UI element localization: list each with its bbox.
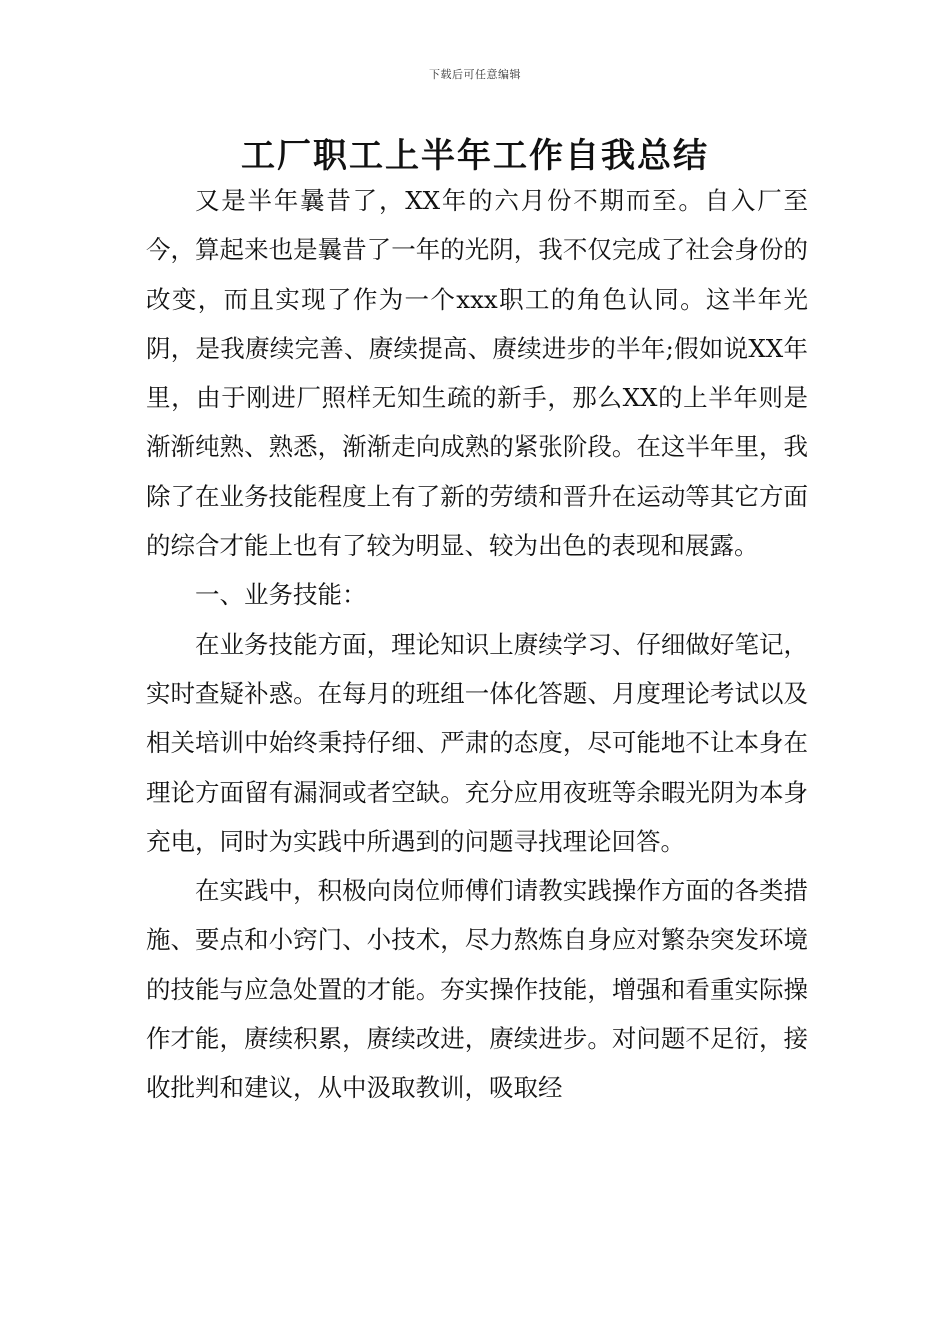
- paragraph-practice: 在实践中，积极向岗位师傅们请教实践操作方面的各类措施、要点和小窍门、小技术，尽力熬炼自身应对繁杂突发环境的技能与应急处置的才能。夯实操作技能，增强和看重实际操作才能，赓续积累，赓续改进，赓续进步。对问题不足衍，接收批判和建议，从中汲取教训，吸取经: [146, 876, 808, 1103]
- document-body: [146, 176, 808, 1113]
- paragraph-theory: 在业务技能方面，理论知识上赓续学习、仔细做好笔记，实时查疑补惑。在每月的班组一体化答题、月度理论考试以及相关培训中始终秉持仔细、严肃的态度，尽可能地不让本身在理论方面留有漏洞或者空缺。充分应用夜班等余暇光阴为本身充电，同时为实践中所遇到的问题寻找理论回答。: [146, 629, 808, 856]
- header-note: 下载后可任意编辑: [429, 68, 521, 81]
- section-heading-business-skills: 一、业务技能：: [195, 580, 367, 610]
- document-title: 工厂职工上半年工作自我总结: [241, 136, 709, 176]
- paragraph-intro: 又是半年曩昔了，XX年的六月份不期而至。自入厂至今，算起来也是曩昔了一年的光阴，我不仅完成了社会身份的改变，而且实现了作为一个xxx职工的角色认同。这半年光阴，是我赓续完善、赓续提高、赓续进步的半年;假如说XX年里，由于刚进厂照样无知生疏的新手，那么XX的上半年则是渐渐纯熟、熟悉，渐渐走向成熟的紧张阶段。在这半年里，我除了在业务技能程度上有了新的劳绩和晋升在运动等其它方面的综合才能上也有了较为明显、较为出色的表现和展露。: [146, 186, 808, 561]
